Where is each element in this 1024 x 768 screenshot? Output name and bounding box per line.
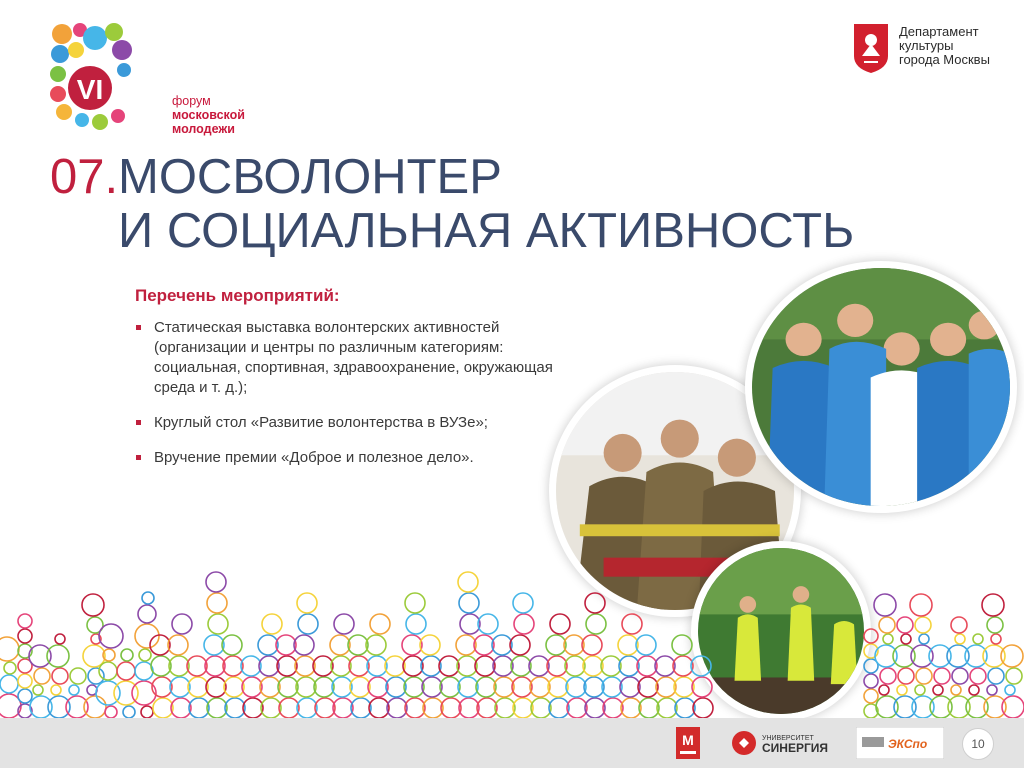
skyline-bubble (915, 617, 931, 633)
synergy-logo (730, 727, 834, 759)
skyline-bubble (172, 614, 192, 634)
footer (0, 718, 1024, 768)
skyline-bubble (187, 656, 207, 676)
svg-text:ЭКСпо: ЭКСпо (888, 737, 928, 751)
skyline-bubble (242, 677, 262, 697)
skyline-bubble (546, 635, 566, 655)
svg-text:СИНЕРГИЯ: СИНЕРГИЯ (762, 741, 829, 755)
page-title-line-2: И СОЦИАЛЬНАЯ АКТИВНОСТЬ (118, 204, 855, 258)
skyline-bubble (955, 634, 965, 644)
skyline-bubble (385, 656, 405, 676)
skyline-bubble (99, 624, 123, 648)
page-number: 10 (962, 728, 994, 760)
skyline-bubble (879, 617, 895, 633)
skyline-bubble (619, 656, 639, 676)
skyline-bubble (333, 698, 353, 718)
skyline-bubble (386, 677, 406, 697)
photo-volunteers (752, 268, 1010, 506)
skyline-bubble (55, 634, 65, 644)
skyline-bubble (105, 706, 117, 718)
skyline-bubble (150, 635, 170, 655)
skyline-bubble (655, 656, 675, 676)
skyline-bubble (987, 617, 1003, 633)
department-name: Департамент культуры города Москвы (899, 24, 990, 67)
skyline-bubble (637, 656, 657, 676)
skyline-bubble (141, 706, 153, 718)
skyline-bubble (901, 634, 911, 644)
skyline-bubble (934, 668, 950, 684)
skyline-bubble (258, 635, 278, 655)
skyline-bubble (674, 677, 694, 697)
skyline-bubble (478, 614, 498, 634)
skyline-bubble (205, 656, 225, 676)
skyline-bubble (224, 677, 244, 697)
skyline-bubble (207, 698, 227, 718)
skyline-bubble (514, 614, 534, 634)
skyline-bubble (512, 677, 532, 697)
skyline-bubble (864, 674, 878, 688)
skyline-bubble (585, 593, 605, 613)
skyline-bubble (331, 656, 351, 676)
forum-logo-text: форум московской молодежи (172, 94, 245, 136)
skyline-bubble (566, 677, 586, 697)
skyline-bubble (18, 614, 32, 628)
skyline-bubble (18, 689, 32, 703)
skyline-bubble (603, 698, 623, 718)
skyline-bubble (225, 698, 245, 718)
skyline-bubble (88, 668, 104, 684)
skyline-bubble (602, 677, 622, 697)
skyline-bubble (1005, 685, 1015, 695)
skyline-bubble (222, 635, 242, 655)
skyline-bubble (531, 698, 551, 718)
skyline-bubble (368, 677, 388, 697)
skyline-bubble (297, 593, 317, 613)
skyline-bubble (494, 677, 514, 697)
bubble-skyline-decoration (0, 560, 1024, 720)
skyline-bubble (0, 675, 18, 693)
list-item: Круглый стол «Развитие волонтерства в ВУЗе»; (134, 413, 574, 433)
skyline-bubble (583, 656, 603, 676)
skyline-bubble (987, 685, 997, 695)
skyline-bubble (460, 614, 480, 634)
skyline-bubble (879, 685, 889, 695)
skyline-bubble (188, 677, 208, 697)
skyline-bubble (261, 698, 281, 718)
skyline-bubble (241, 656, 261, 676)
skyline-bubble (18, 674, 32, 688)
skyline-bubble (672, 635, 692, 655)
skyline-bubble (548, 677, 568, 697)
skyline-bubble (315, 698, 335, 718)
list-item: Статическая выставка волонтерских активностей (организации и центры по различным категориям: социальная, спортивная, здравоохранение, окружающая среда и т. д.); (134, 318, 574, 398)
skyline-bubble (691, 656, 711, 676)
skyline-bubble (297, 698, 317, 718)
page-title (118, 150, 854, 258)
department-logo (852, 22, 1002, 82)
skyline-bubble (910, 594, 932, 616)
skyline-bubble (243, 698, 263, 718)
skyline-bubble (334, 614, 354, 634)
skyline-bubble (189, 698, 209, 718)
skyline-bubble (330, 635, 350, 655)
skyline-bubble (459, 593, 479, 613)
skyline-bubble (475, 656, 495, 676)
skyline-bubble (456, 635, 476, 655)
skyline-bubble (675, 698, 695, 718)
skyline-bubble (405, 593, 425, 613)
skyline-bubble (458, 572, 478, 592)
skyline-bubble (864, 629, 878, 643)
skyline-bubble (657, 698, 677, 718)
skyline-bubble (492, 635, 512, 655)
skyline-bubble (51, 685, 61, 695)
skyline-bubble (951, 617, 967, 633)
skyline-bubble (513, 698, 533, 718)
skyline-bubble (421, 656, 441, 676)
skyline-bubble (874, 594, 896, 616)
skyline-bubble (138, 605, 156, 623)
skyline-bubble (897, 617, 913, 633)
skyline-bubble (259, 656, 279, 676)
page-title-line-1: МОСВОЛОНТЕР (118, 150, 502, 204)
skyline-bubble (988, 668, 1004, 684)
skyline-bubble (970, 668, 986, 684)
skyline-bubble (693, 698, 713, 718)
skyline-bubble (897, 685, 907, 695)
skyline-bubble (567, 698, 587, 718)
skyline-bubble (142, 592, 154, 604)
skyline-bubble (582, 635, 602, 655)
skyline-bubble (170, 677, 190, 697)
skyline-bubble (204, 635, 224, 655)
skyline-bubble (511, 656, 531, 676)
skyline-bubble (208, 614, 228, 634)
skyline-bubble (403, 656, 423, 676)
skyline-bubble (207, 593, 227, 613)
skyline-bubble (915, 685, 925, 695)
skyline-bubble (550, 614, 570, 634)
skyline-bubble (916, 668, 932, 684)
skyline-bubble (620, 677, 640, 697)
skyline-bubble (314, 677, 334, 697)
skyline-bubble (919, 634, 929, 644)
skyline-bubble (952, 668, 968, 684)
skyline-bubble (123, 706, 135, 718)
skyline-bubble (864, 689, 878, 703)
forum-logo (50, 22, 245, 136)
skyline-bubble (673, 656, 693, 676)
skyline-bubble (495, 698, 515, 718)
skyline-bubble (260, 677, 280, 697)
expo-logo (856, 727, 944, 759)
skyline-bubble (656, 677, 676, 697)
skyline-bubble (564, 635, 584, 655)
skyline-bubble (296, 677, 316, 697)
skyline-bubble (477, 698, 497, 718)
skyline-bubble (584, 677, 604, 697)
skyline-bubble (4, 662, 16, 674)
skyline-bubble (117, 662, 135, 680)
skyline-bubble (402, 635, 422, 655)
skyline-bubble (880, 668, 896, 684)
skyline-bubble (69, 685, 79, 695)
skyline-bubble (139, 649, 151, 661)
skyline-bubble (692, 677, 712, 697)
skyline-bubble (459, 698, 479, 718)
skyline-bubble (298, 614, 318, 634)
skyline-bubble (898, 668, 914, 684)
skyline-bubble (422, 677, 442, 697)
skyline-bubble (636, 635, 656, 655)
bullet-icon (136, 455, 141, 460)
skyline-bubble (618, 635, 638, 655)
skyline-bubble (585, 698, 605, 718)
skyline-bubble (370, 614, 390, 634)
skyline-bubble (991, 634, 1001, 644)
skyline-bubble (405, 698, 425, 718)
bullet-icon (136, 325, 141, 330)
skyline-bubble (151, 656, 171, 676)
skyline-bubble (206, 677, 226, 697)
skyline-bubble (367, 656, 387, 676)
skyline-bubble (601, 656, 621, 676)
skyline-bubble (34, 668, 50, 684)
skyline-bubble (423, 698, 443, 718)
bullet-icon (136, 420, 141, 425)
skyline-bubble (510, 635, 530, 655)
skyline-bubble (348, 635, 368, 655)
skyline-bubble (474, 635, 494, 655)
skyline-bubble (366, 635, 386, 655)
skyline-bubble (369, 698, 389, 718)
skyline-bubble (530, 677, 550, 697)
skyline-bubble (969, 685, 979, 695)
skyline-bubble (529, 656, 549, 676)
skyline-bubble (639, 698, 659, 718)
skyline-bubble (406, 614, 426, 634)
skyline-bubble (404, 677, 424, 697)
skyline-bubble (82, 594, 104, 616)
skyline-bubble (493, 656, 513, 676)
section-number: 07. (50, 150, 119, 204)
skyline-bubble (883, 634, 893, 644)
skyline-bubble (1006, 668, 1022, 684)
skyline-bubble (440, 677, 460, 697)
skyline-bubble (982, 594, 1004, 616)
skyline-bubble (206, 572, 226, 592)
skyline-bubble (18, 629, 32, 643)
skyline-bubble (441, 698, 461, 718)
skyline-bubble (549, 698, 569, 718)
skyline-bubble (973, 634, 983, 644)
skyline-bubble (933, 685, 943, 695)
skyline-bubble (295, 656, 315, 676)
skyline-bubble (153, 698, 173, 718)
list-item: Вручение премии «Доброе и полезное дело». (134, 448, 574, 468)
skyline-bubble (294, 635, 314, 655)
skyline-bubble (52, 668, 68, 684)
events-heading: Перечень мероприятий: (135, 286, 340, 305)
skyline-bubble (638, 677, 658, 697)
svg-text:УНИВЕРСИТЕТ: УНИВЕРСИТЕТ (762, 735, 814, 742)
skyline-bubble (70, 668, 86, 684)
skyline-bubble (457, 656, 477, 676)
skyline-bubble (33, 685, 43, 695)
skyline-bubble (349, 656, 369, 676)
skyline-bubble (262, 614, 282, 634)
skyline-bubble (276, 635, 296, 655)
skyline-bubble (350, 677, 370, 697)
skyline-bubble (171, 698, 191, 718)
moscow-crest-icon (852, 22, 890, 74)
skyline-bubble (277, 656, 297, 676)
skyline-bubble (0, 637, 19, 661)
metro-logo (676, 727, 700, 759)
skyline-bubble (951, 685, 961, 695)
skyline-bubble (565, 656, 585, 676)
skyline-bubble (332, 677, 352, 697)
skyline-bubble (169, 656, 189, 676)
skyline-bubble (420, 635, 440, 655)
skyline-bubble (547, 656, 567, 676)
svg-text:М: М (682, 732, 694, 748)
skyline-bubble (458, 677, 478, 697)
skyline-bubble (476, 677, 496, 697)
events-list (134, 318, 574, 483)
skyline-bubble (621, 698, 641, 718)
skyline-bubble (279, 698, 299, 718)
skyline-bubble (351, 698, 371, 718)
skyline-bubble (586, 614, 606, 634)
skyline-bubble (168, 635, 188, 655)
skyline-bubble (513, 593, 533, 613)
skyline-bubble (387, 698, 407, 718)
skyline-bubble (313, 656, 333, 676)
skyline-bubble (223, 656, 243, 676)
skyline-bubble (278, 677, 298, 697)
skyline-bubble (622, 614, 642, 634)
svg-text:VI: VI (76, 74, 104, 105)
skyline-bubble (121, 649, 133, 661)
skyline-bubble (439, 656, 459, 676)
